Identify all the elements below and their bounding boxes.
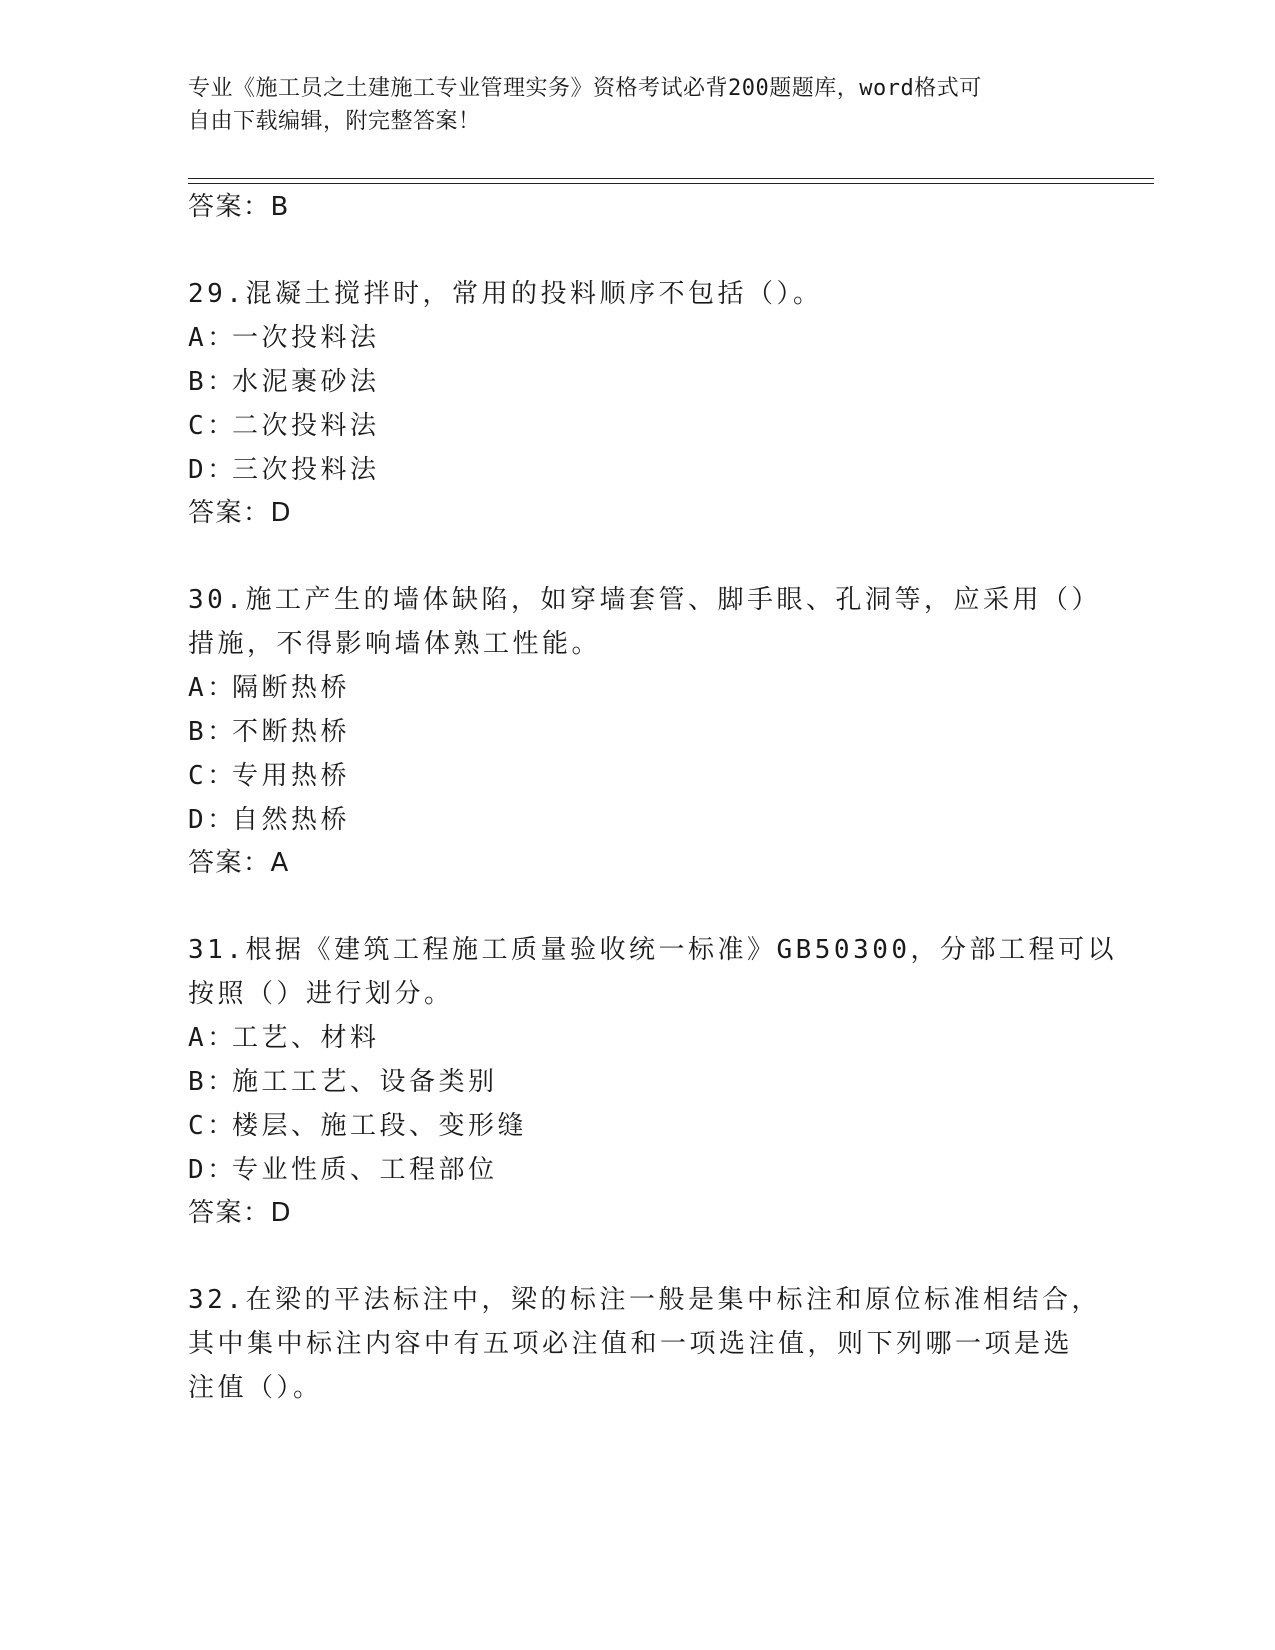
option-text: 隔断热桥 xyxy=(232,673,351,703)
question-32-stem-line-1: 32.在梁的平法标注中，梁的标注一般是集中标注和原位标准相结合， xyxy=(188,1285,1101,1315)
header-rule-bottom xyxy=(188,183,1154,184)
question-31-option-d xyxy=(188,1149,498,1186)
question-30-option-c xyxy=(188,755,350,792)
question-29-option-c xyxy=(188,405,380,442)
option-text: 自然热桥 xyxy=(232,805,351,835)
question-32-stem-line-2: 其中集中标注内容中有五项必注值和一项选注值，则下列哪一项是选 xyxy=(188,1329,1074,1359)
question-30-option-a xyxy=(188,667,350,704)
question-31-stem-line-2: 按照（）进行划分。 xyxy=(188,979,454,1009)
option-text: 水泥裹砂法 xyxy=(232,367,380,397)
option-key: B： xyxy=(188,717,237,747)
option-text: 工艺、材料 xyxy=(232,1023,380,1053)
option-key: D： xyxy=(188,805,237,835)
option-text: 二次投料法 xyxy=(232,411,380,441)
option-text: 三次投料法 xyxy=(232,455,380,485)
option-key: D： xyxy=(188,1155,237,1185)
option-text: 专业性质、工程部位 xyxy=(232,1155,498,1185)
question-31-option-b xyxy=(188,1061,498,1098)
answer-30: 答案：A xyxy=(188,848,290,878)
question-31-option-c xyxy=(188,1105,527,1142)
header-line-2: 自由下载编辑，附完整答案！ xyxy=(188,109,481,134)
document-header xyxy=(188,72,1088,138)
option-text: 不断热桥 xyxy=(232,717,351,747)
question-31-stem-line-1: 31.根据《建筑工程施工质量验收统一标准》GB50300，分部工程可以 xyxy=(188,935,1118,965)
option-key: B： xyxy=(188,367,237,397)
answer-29: 答案：D xyxy=(188,498,293,528)
option-text: 专用热桥 xyxy=(232,761,351,791)
option-key: C： xyxy=(188,761,237,791)
question-31-option-a xyxy=(188,1017,380,1054)
question-29-option-d xyxy=(188,449,380,486)
question-30-stem-line-1: 30.施工产生的墙体缺陷，如穿墙套管、脚手眼、孔洞等，应采用（） xyxy=(188,585,1101,615)
answer-31: 答案：D xyxy=(188,1198,293,1228)
answer-28: 答案：B xyxy=(188,192,290,222)
question-29-stem: 29.混凝土搅拌时，常用的投料顺序不包括（）。 xyxy=(188,279,823,309)
header-line-1: 专业《施工员之土建施工专业管理实务》资格考试必背200题题库，word格式可 xyxy=(188,76,982,101)
option-key: C： xyxy=(188,1111,237,1141)
question-29-option-b xyxy=(188,361,380,398)
option-key: C： xyxy=(188,411,237,441)
header-rule-top xyxy=(188,178,1154,179)
question-30-stem-line-2: 措施，不得影响墙体熟工性能。 xyxy=(188,629,602,659)
option-text: 楼层、施工段、变形缝 xyxy=(232,1111,528,1141)
option-key: B： xyxy=(188,1067,237,1097)
question-30-option-d xyxy=(188,799,350,836)
option-key: A： xyxy=(188,1023,237,1053)
question-32-stem-line-3: 注值（）。 xyxy=(188,1373,323,1403)
option-key: A： xyxy=(188,323,237,353)
question-30-option-b xyxy=(188,711,350,748)
option-text: 施工工艺、设备类别 xyxy=(232,1067,498,1097)
option-text: 一次投料法 xyxy=(232,323,380,353)
option-key: D： xyxy=(188,455,237,485)
question-29-option-a xyxy=(188,317,380,354)
option-key: A： xyxy=(188,673,237,703)
